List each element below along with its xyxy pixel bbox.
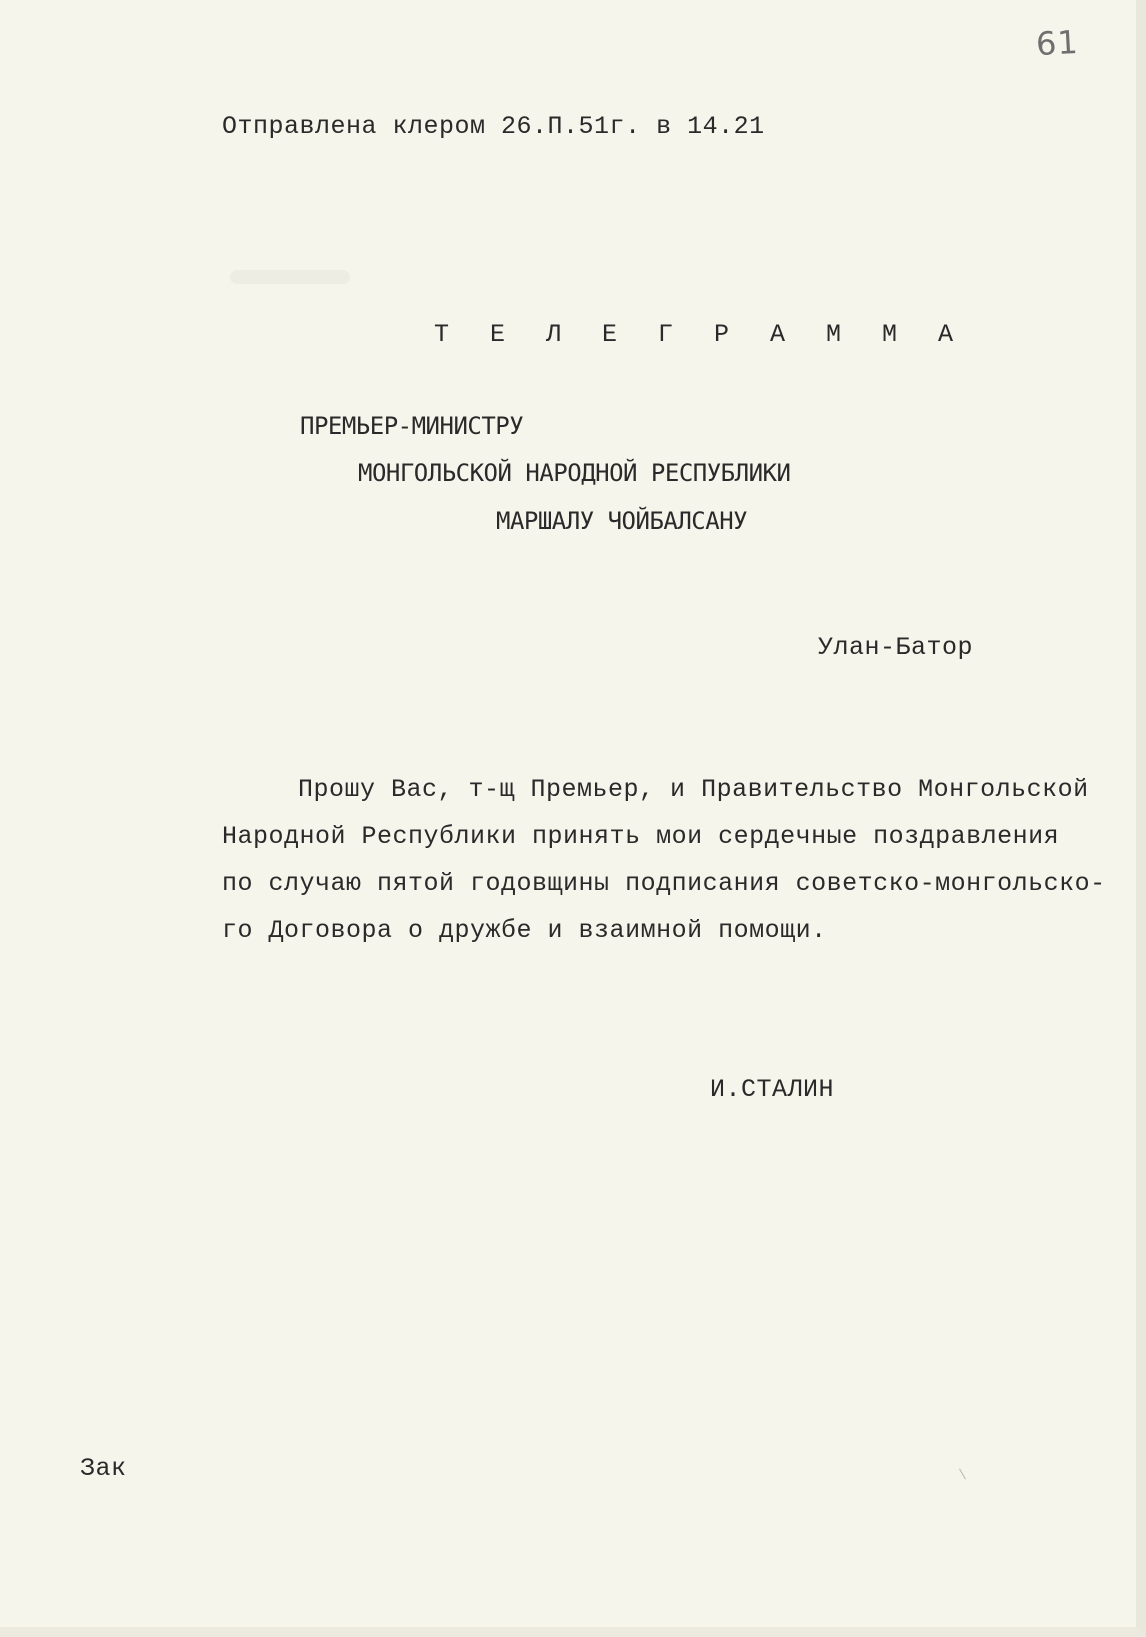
sent-note: Отправлена клером 26.П.51г. в 14.21: [222, 112, 765, 141]
body-line-2: Народной Республики принять мои сердечные поздравления: [222, 822, 1060, 851]
signature: И.СТАЛИН: [710, 1075, 835, 1104]
archive-page-number: 61: [1035, 22, 1080, 64]
paper-smudge: [230, 270, 350, 284]
body-line-1: Прошу Вас, т-щ Премьер, и Правительство Монгольской: [298, 775, 1089, 804]
addressee-line-2: МОНГОЛЬСКОЙ НАРОДНОЙ РЕСПУБЛИКИ: [358, 459, 791, 487]
document-title: Т Е Л Е Г Р А М М А: [434, 320, 967, 349]
body-line-4: го Договора о дружбе и взаимной помощи.: [222, 916, 827, 945]
body-line-3: по случаю пятой годовщины подписания советско-монгольско-: [222, 869, 1106, 898]
addressee-line-3: МАРШАЛУ ЧОЙБАЛСАНУ: [496, 507, 748, 535]
destination-city: Улан-Батор: [818, 633, 974, 662]
addressee-line-1: ПРЕМЬЕР-МИНИСТРУ: [300, 412, 524, 440]
paper-mark: [959, 1469, 966, 1480]
footer-mark: Зак: [80, 1454, 127, 1483]
